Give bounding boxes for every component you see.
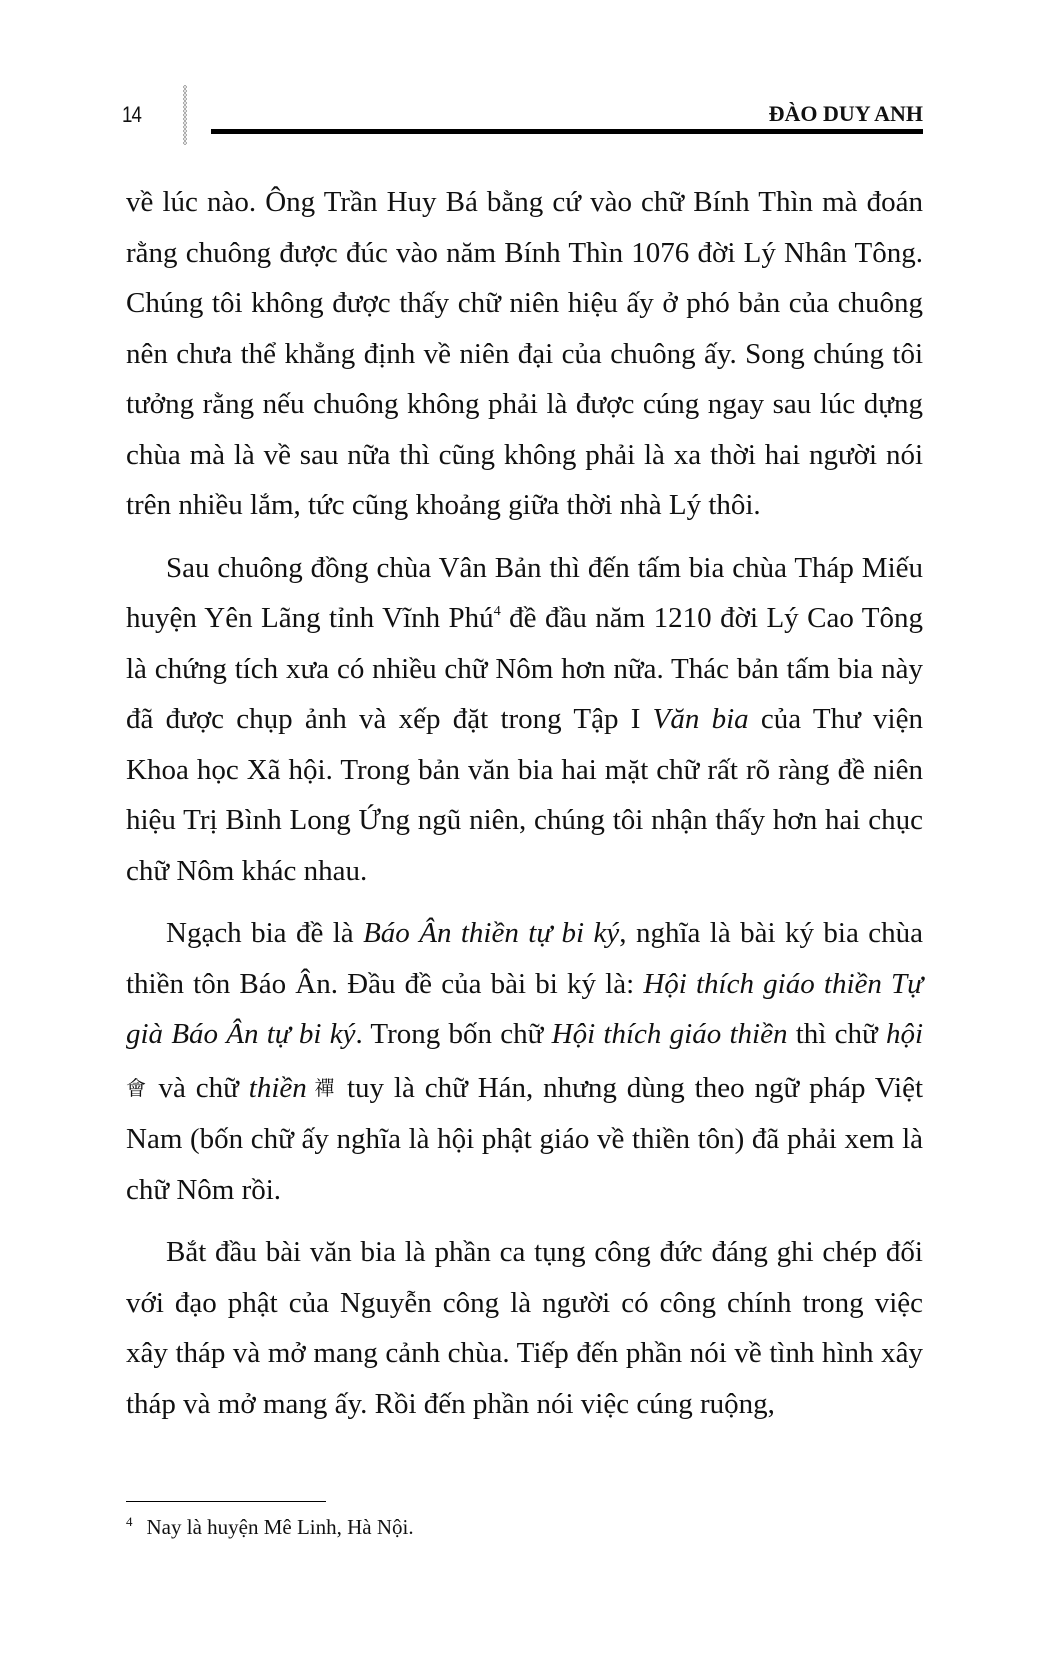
text-run: , nghĩa là bài ký bia chùa thiền tôn Báo Ân. Đầu đề của bài bi ký là: [126,917,923,1000]
footnote-text: Nay là huyện Mê Linh, Hà Nội. [146,1515,414,1539]
text-run: Bắt đầu bài văn bia là phần ca tụng công đức đáng ghi chép đối với đạo phật của Nguyễn công là người có công chính trong việc xây tháp và mở mang cảnh chùa. Tiếp đến phần nói về tình hình xây tháp và mở mang ấy. Rồi đến phần nói việc cúng ruộng, [126,1236,923,1420]
italic-term: Báo Ân thiền tự bi ký [363,917,620,949]
text-run: về lúc nào. Ông Trần Huy Bá bằng cứ vào chữ Bính Thìn mà đoán rằng chuông được đúc vào năm Bính Thìn 1076 đời Lý Nhân Tông. Chúng tôi không được thấy chữ niên hiệu ấy ở phó bản của chuông nên chưa thể khẳng định về niên đại của chuông ấy. Song chúng tôi tưởng rằng nếu chuông không phải là được cúng ngay sau lúc dựng chùa mà là về sau nữa thì cũng không phải là xa thời hai người nói trên nhiều lắm, tức cũng khoảng giữa thời nhà Lý thôi. [126,186,923,521]
running-header [0,0,1063,150]
body-text [126,177,923,1441]
text-run: Ngạch bia đề là [166,917,364,949]
text-run: và chữ [148,1071,249,1104]
italic-term: thiền [248,1071,307,1104]
footnote-number: 4 [126,1514,133,1529]
italic-term: Văn bia [652,703,749,735]
text-run: thì chữ [787,1018,886,1050]
text-run: tuy là chữ Hán, nhưng dùng theo ngữ pháp Việt Nam (bốn chữ ấy nghĩa là hội phật giáo về thiền tôn) đã phải xem là chữ Nôm rồi. [126,1071,923,1206]
text-run: . Trong bốn chữ [355,1018,552,1050]
chain-ornament-icon [183,85,187,145]
paragraph [126,1227,923,1429]
text-run: đề đầu năm 1210 đời Lý Cao Tông là chứng tích xưa có nhiều chữ Nôm hơn nữa. Thác bản tấm bia này đã được chụp ảnh và xếp đặt trong Tập I [126,602,923,735]
italic-term: Hội thích giáo thiền Tự già Báo Ân tự bi ký [126,967,923,1050]
han-character: 會 [126,1077,149,1100]
header-rule [211,129,923,134]
page-number: 14 [122,102,142,127]
paragraph [126,177,923,531]
han-character: 禪 [306,1077,338,1100]
footnote-rule [126,1501,326,1502]
header-author: ĐÀO DUY ANH [768,101,923,126]
italic-term: hội [885,1018,924,1050]
paragraph [126,908,923,1215]
italic-term: Hội thích giáo thiền [551,1018,788,1050]
text-run: Sau chuông đồng chùa Vân Bản thì đến tấm bia chùa Tháp Miếu huyện Yên Lãng tỉnh Vĩnh Phú [126,551,923,634]
footnote [126,1514,414,1540]
paragraph [126,543,923,897]
footnote-reference[interactable]: 4 [493,604,501,619]
text-run: của Thư viện Khoa học Xã hội. Trong bản văn bia hai mặt chữ rất rõ ràng đề niên hiệu Trị Bình Long Ứng ngũ niên, chúng tôi nhận thấy hơn hai chục chữ Nôm khác nhau. [126,703,923,887]
